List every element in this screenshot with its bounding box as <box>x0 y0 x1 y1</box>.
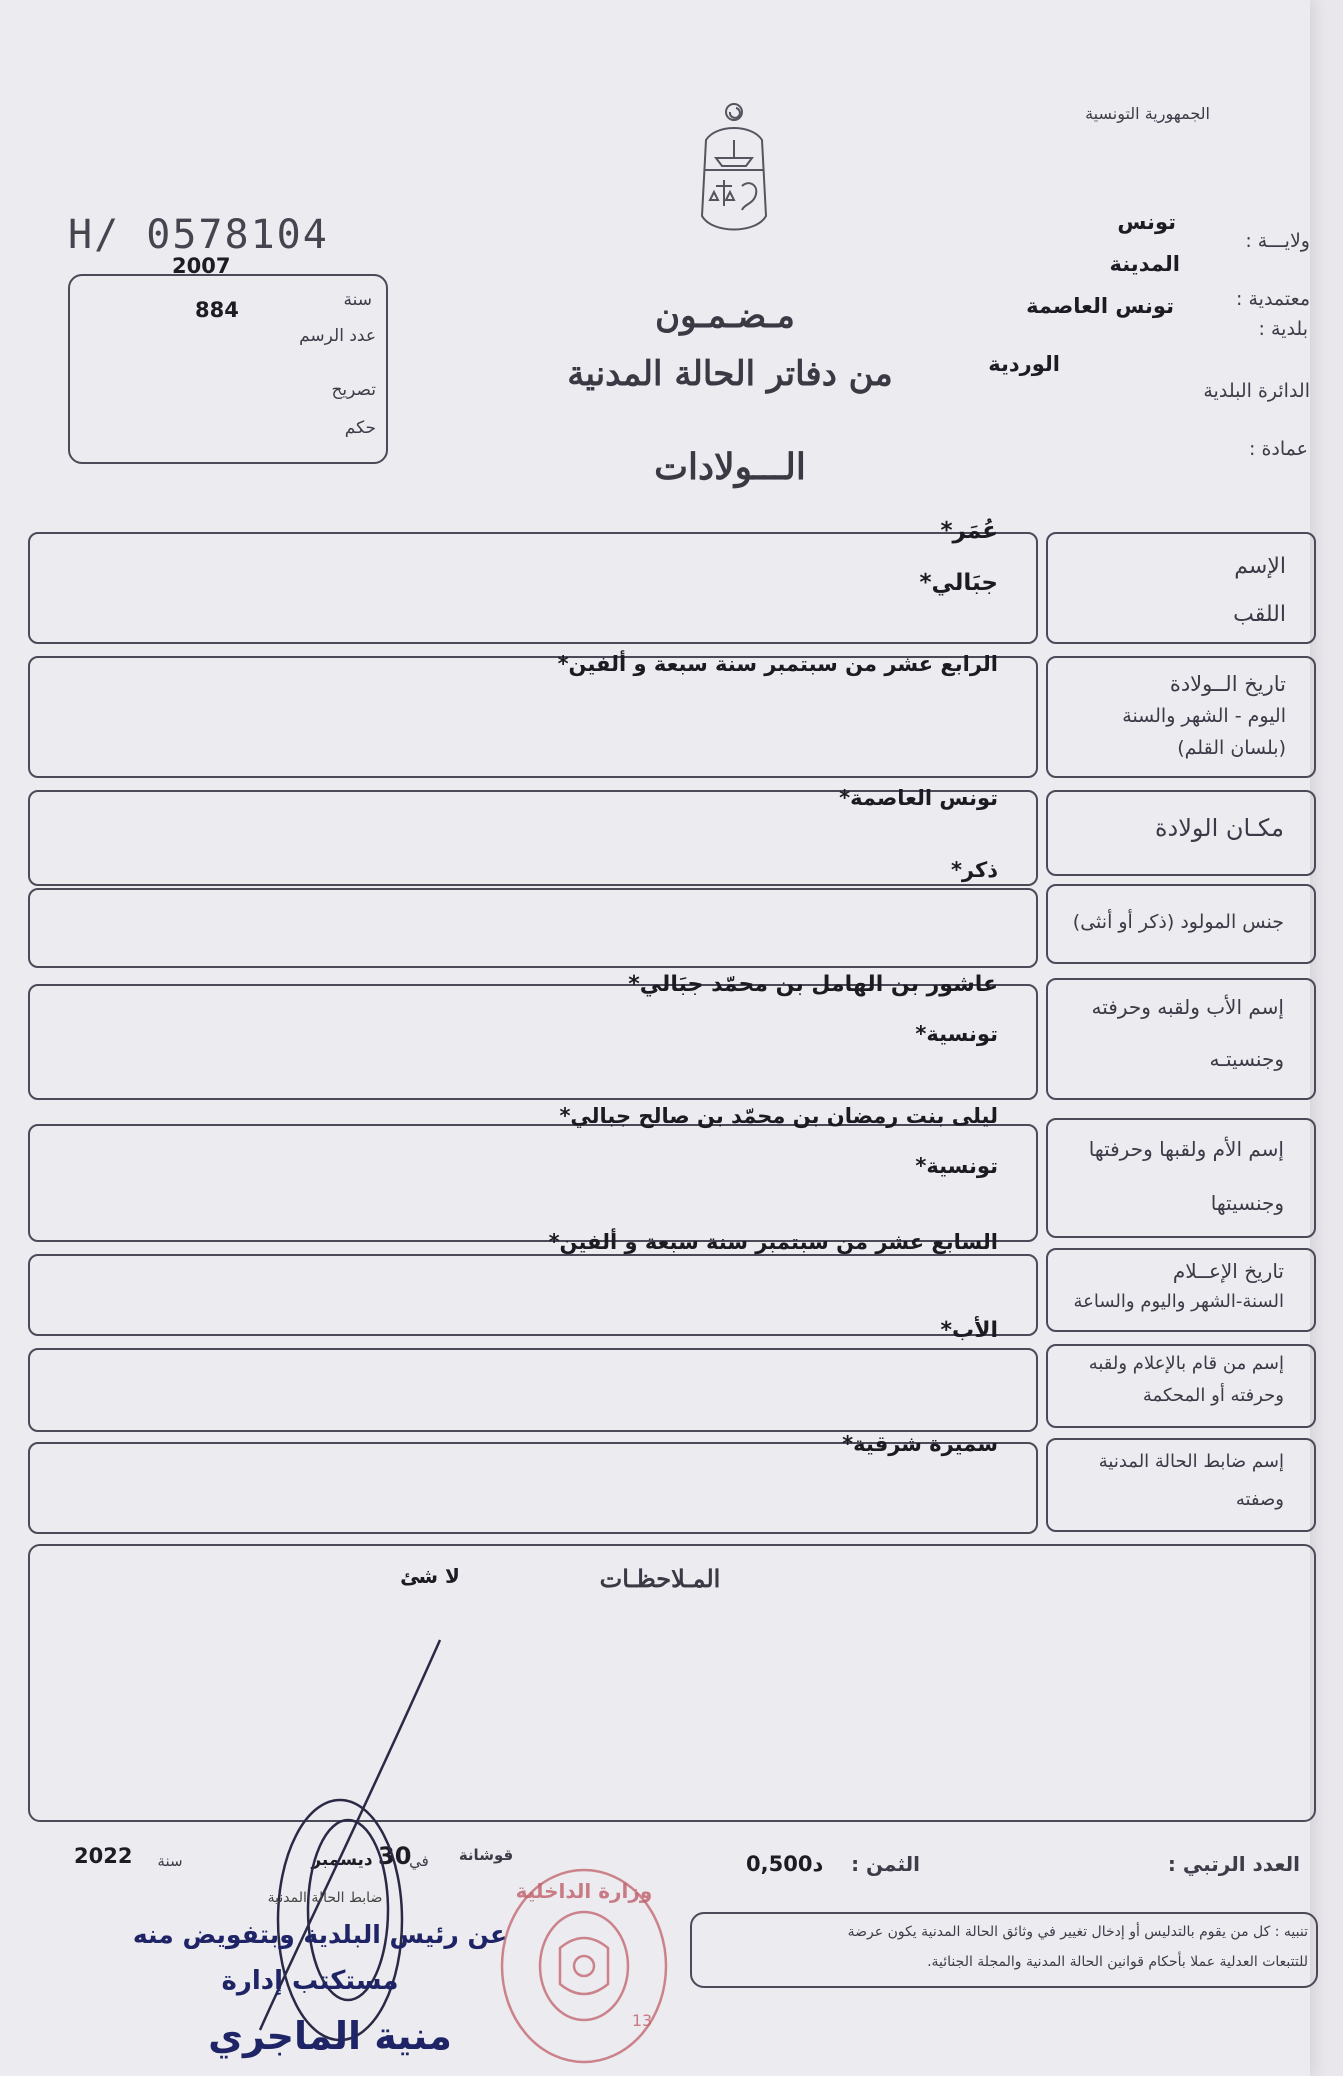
name-label: الإسم <box>1234 554 1286 579</box>
mother-nationality: تونسية* <box>915 1154 998 1178</box>
official-seal <box>494 1848 674 2072</box>
madina-value: المدينة <box>1109 252 1180 276</box>
sex-value-box <box>28 888 1038 968</box>
baladia-value: الوردية <box>988 352 1060 376</box>
surname-value: جبَالي* <box>919 570 998 596</box>
remarks-label: المـلاحظـات <box>599 1564 721 1593</box>
birth-date-label-2: اليوم - الشهر والسنة <box>1122 705 1286 727</box>
moatamadia-label: معتمدية : <box>1236 288 1310 310</box>
officer-label-1: إسم ضابط الحالة المدنية <box>1098 1451 1284 1472</box>
warning-line2: للتتبعات العدلية عملا بأحكام قوانين الحالة المدنية والمجلة الجنائية. <box>927 1954 1308 1970</box>
moatamadia-value: تونس العاصمة <box>1026 294 1174 318</box>
year-value: 2022 <box>74 1844 133 1868</box>
title-line2: من دفاتر الحالة المدنية <box>567 354 893 394</box>
declarant-value-box <box>28 1348 1038 1432</box>
mother-label-1: إسم الأم ولقبها وحرفتها <box>1088 1137 1284 1161</box>
registry-number-label: عدد الرسم <box>299 326 376 346</box>
baladia-label: بلدية : <box>1258 318 1308 340</box>
father-nationality: تونسية* <box>915 1022 998 1046</box>
date-day: 30 <box>378 1842 412 1870</box>
registry-declaration-label: تصريح <box>331 380 376 400</box>
serial-label: العدد الرتبي : <box>1167 1852 1300 1876</box>
sex-value: ذكر* <box>950 858 998 882</box>
daira-label: الدائرة البلدية <box>1203 380 1310 402</box>
birth-place-label: مكـان الولادة <box>1154 814 1284 842</box>
name-value-box <box>28 532 1038 644</box>
wilaya-label: ولايـــة : <box>1245 230 1310 252</box>
seal-number: 13 <box>631 2011 653 2030</box>
father-label-2: وجنسيتـه <box>1209 1047 1284 1071</box>
mother-label-2: وجنسيتها <box>1210 1191 1284 1215</box>
stamp-line2: مستكتب إدارة <box>221 1966 399 1996</box>
seal-text: وزارة الداخلية <box>515 1879 653 1903</box>
birth-date-value: الرابع عشر من سبتمبر سنة سبعة و ألفين* <box>557 652 998 676</box>
price-value: 0,500د <box>746 1852 824 1876</box>
birth-date-label-1: تاريخ الــولادة <box>1169 672 1286 696</box>
year-label: سنة <box>157 1852 183 1870</box>
warning-line1: تنبيه : كل من يقوم بالتدليس أو إدخال تغيير في وثائق الحالة المدنية يكون عرضة <box>847 1924 1308 1940</box>
date-prefix: في <box>409 1852 429 1870</box>
surname-label: اللقب <box>1233 602 1286 627</box>
officer-value: سميرة شرقية* <box>842 1432 998 1456</box>
birth-date-label-3: (بلسان القلم) <box>1177 737 1286 759</box>
father-value: عاشور بن الهامل بن محمّد جبَالي* <box>628 972 998 997</box>
father-label-1: إسم الأب ولقبه وحرفته <box>1091 995 1284 1019</box>
declaration-date-label-2: السنة-الشهر واليوم والساعة <box>1073 1291 1284 1312</box>
birth-place-value: تونس العاصمة* <box>839 786 998 810</box>
registry-year-value: 2007 <box>172 254 231 278</box>
father-value-box <box>28 984 1038 1100</box>
omada-label: عمادة : <box>1249 438 1308 460</box>
name-value: عُمَر* <box>940 518 998 544</box>
declaration-date-value-box <box>28 1254 1038 1336</box>
stamp-line3: منية الماجري <box>208 2014 452 2058</box>
stamp-line1: عن رئيس البلدية وبتفويض منه <box>132 1920 508 1949</box>
registry-judgment-label: حكم <box>344 418 376 438</box>
mother-value: ليلى بنت رمضان بن محمّد بن صالح جبالي* <box>559 1104 998 1128</box>
remarks-value: لا شئ <box>400 1564 460 1588</box>
declarant-label-2: وحرفته أو المحكمة <box>1142 1385 1284 1406</box>
sex-label: جنس المولود (ذكر أو أنثى) <box>1072 911 1284 933</box>
declaration-date-label-1: تاريخ الإعــلام <box>1172 1259 1284 1283</box>
price-label: الثمن : <box>851 1852 920 1876</box>
declaration-date-value: السابع عشر من سبتمبر سنة سبعة و ألفين* <box>548 1230 998 1254</box>
coat-of-arms-icon <box>686 100 782 252</box>
place-name: قوشانة <box>458 1846 514 1864</box>
registry-number-value: 884 <box>195 298 239 322</box>
serial-number: H/ 0578104 <box>68 212 329 258</box>
republic-header: الجمهورية التونسية <box>1085 104 1210 123</box>
title-line1: مـضـمـون <box>655 296 795 336</box>
wilaya-value: تونس <box>1117 210 1176 234</box>
stamp-officer-title: ضابط الحالة المدنية <box>267 1890 383 1906</box>
declarant-label-1: إسم من قام بالإعلام ولقبه <box>1088 1353 1284 1374</box>
registry-year-label: سنة <box>343 290 372 310</box>
officer-label-2: وصفته <box>1235 1489 1284 1510</box>
mother-value-box <box>28 1124 1038 1242</box>
section-title: الـــولادات <box>654 446 806 488</box>
date-month: ديسمبر <box>311 1850 373 1870</box>
declarant-value: الأب* <box>940 1318 998 1343</box>
